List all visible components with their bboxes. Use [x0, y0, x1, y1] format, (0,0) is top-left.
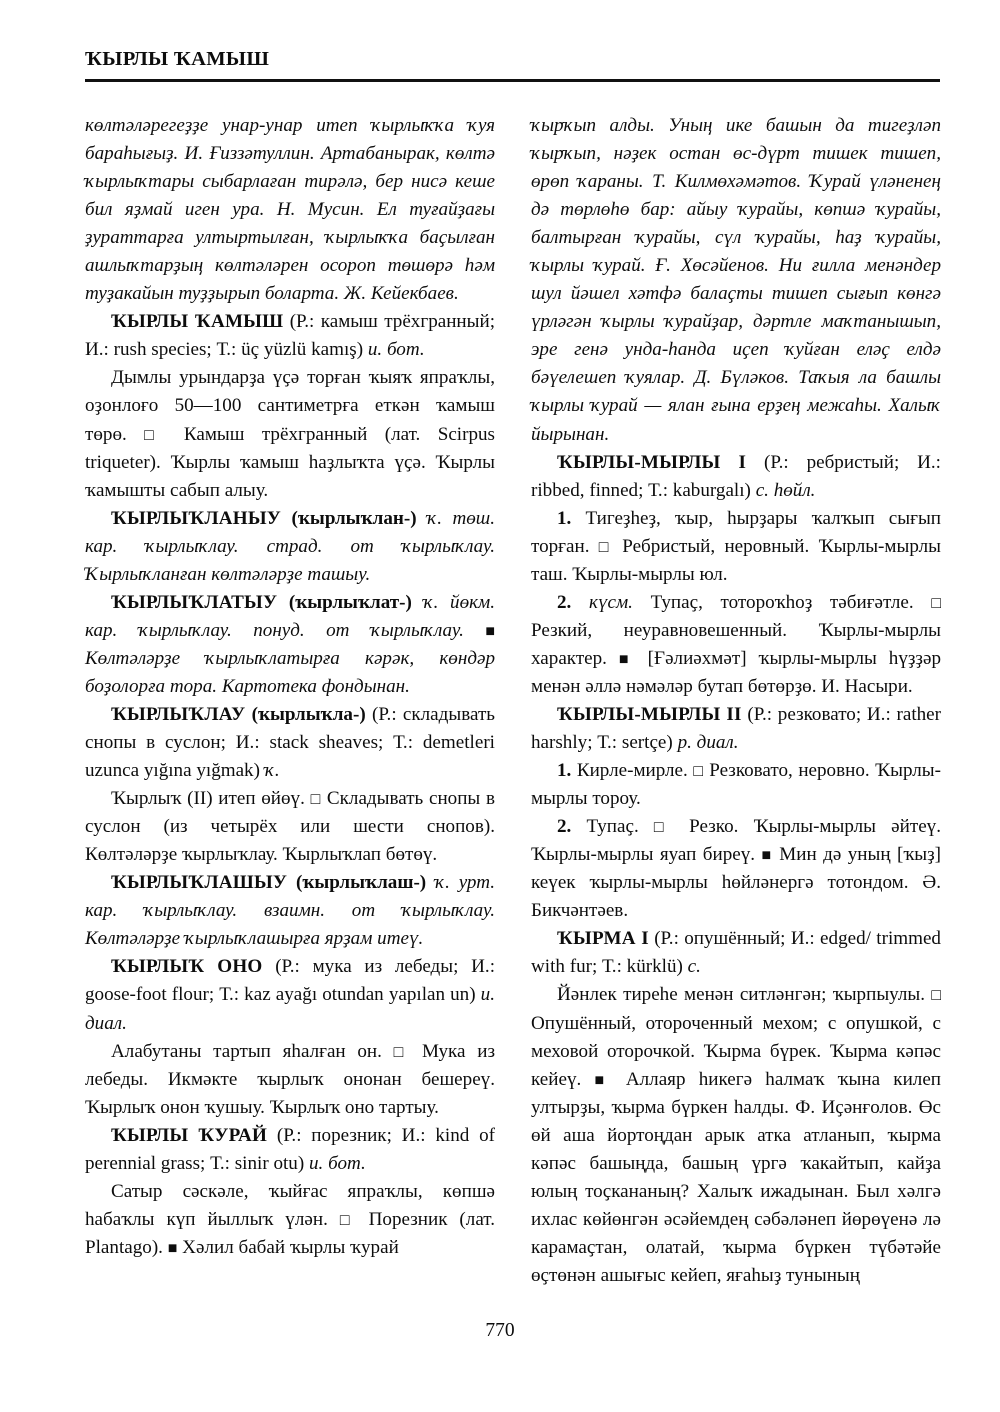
citation-marker-icon — [595, 1072, 613, 1089]
left-column — [85, 112, 495, 1292]
entry-headword: ҠЫРЛЫ ҠУРАЙ — [111, 1124, 268, 1146]
entry-body-text: Дымлы урындарҙа үҫә торған ҡыяҡ япраҡлы, оҙонлоғо 50—100 сантиметрға еткән ҡамыш төрө. □ Камыш трёхгранный (лат. Scirpus triqueter). Ҡырлы ҡамыш һаҙлыҡта үҫә. Ҡырлы ҡамышты сабып алыу. — [85, 367, 495, 500]
entry-gloss: (Р.: ребристый; И.: ribbed, finned; Т.: kaburgalı) — [531, 451, 941, 501]
sense-text: Тигеҙһеҙ, ҡыр, һырҙары ҡалҡып сығып торған. □ Ребристый, неровный. Ҡырлы-мырлы таш. Ҡырлы-мырлы юл. — [531, 508, 941, 585]
entry-grammar: ҡ. — [264, 760, 280, 782]
entry-example: Көлтәләрҙе ҡырлыҡлашырға ярҙам итеү. — [85, 928, 424, 950]
sense-text: Кирле-мирле. □ Резковато, неровно. Ҡырлы-мырлы тороу. — [531, 760, 941, 809]
entry-example: Ҡырлыҡланған көлтәләрҙе ташыу. — [85, 563, 371, 585]
entry-headword: ҠЫРЛЫҠЛАТЫУ — [111, 591, 278, 613]
dictionary-entry — [531, 925, 941, 981]
header-rule — [85, 79, 940, 82]
sense-text: Тупаҫ. □ Резко. Ҡырлы-мырлы әйтеү. Ҡырлы-мырлы яуап биреү. ■ Мин дә уның [ҡыҙ] кеүек ҡырлы-мырлы һөйләнергә тотондом. Ә. Бикчәнтәев. — [531, 816, 941, 921]
entry-grammar: ҡ. йөкм. кар. ҡырлыҡлау. понуд. от ҡырлыҡлау. — [85, 591, 496, 641]
continuation-paragraph — [85, 112, 495, 308]
sense-number: 1. — [557, 507, 572, 529]
entry-grammar: и. диал. — [85, 984, 495, 1034]
entry-body — [85, 1178, 495, 1262]
entry-body — [85, 1038, 495, 1122]
entry-gloss: (Р.: камыш трёхгранный; И.: rush species; Т.: üç yüzlü kamış) — [85, 311, 495, 361]
entry-grammar: и. бот. — [309, 1152, 366, 1174]
citation-marker-icon — [619, 651, 636, 668]
entry-body-text: Йәнлек тиреһе менән ситләнгән; ҡырпыулы. □ Опушённый, отороченный мехом; с опушкой, с меховой оторочкой. Ҡырма бүрек. Ҡырма кәпәс кейеү. ■ Аллаяр һикегә һалмаҡ ҡына килеп ултырҙы, ҡырма бүркен һалды. Ф. Иҫәнғолов. Өс өй аша йортоңдан арык атка атланып, ҡырма кәпәс башыңда, башың үргә ҡакайтып, кайҙа юлың тоҫкананың? Халыҡ ижадынан. Был хәлгә ихлас көйөнгән әсәйемдең сәбәләнеп йөрөүенә лә карамаҫтан, олатай, ҡырма бүркен түбәтәйе өҫтөнән ашығыс кейеп, яғаһыҙ тунының — [531, 984, 941, 1285]
entry-gloss: (Р.: резковато; И.: rather harshly; Т.: sertçe) — [531, 703, 942, 754]
definition-marker-icon — [394, 1044, 411, 1061]
right-column — [531, 112, 941, 1292]
entry-body-text: Алабутаны тартып яһалған он. □ Мука из лебеды. Икмәкте ҡырлыҡ ононан бешереү. Ҡырлыҡ онон ҡушыу. Ҡырлыҡ оно тартыу. — [85, 1041, 495, 1118]
text-columns — [85, 112, 941, 1292]
entry-body-text: Ҡырлыҡ (II) итеп өйөү. □ Складывать снопы в суслон (из четырёх или шести снопов). Көлтәләрҙе ҡырлыҡлау. Ҡырлыҡлап бөтөү. — [85, 788, 495, 865]
sense-number: 1. — [557, 760, 572, 782]
sense — [531, 505, 941, 589]
entry-body-text: Сатыр сәскәле, ҡыйғас япраҡлы, көпшә һабаҡлы күп йыллыҡ үлән. □ Порезник (лат. Plantago). ■ Хәлил бабай ҡырлы ҡурай — [85, 1181, 495, 1258]
running-head-title: ҠЫРЛЫ ҠАМЫШ — [85, 48, 270, 70]
entry-gloss: (Р.: опушённый; И.: edged/ trimmed with fur; Т.: kürklü) — [531, 928, 941, 978]
entry-grammar: ҡ. төш. кар. ҡырлыҡлау. страд. от ҡырлыҡлау. — [85, 507, 495, 557]
dictionary-entry — [531, 701, 941, 757]
entry-stem: (ҡырлыҡлан-) — [291, 507, 417, 529]
entry-headword: ҠЫРЛЫ-МЫРЛЫ I — [557, 451, 747, 473]
entry-citation: ■ Көлтәләрҙе ҡырлыҡлатырға кәрәк, көндәр боҙолорға тора. Картотека фондынан. — [85, 620, 495, 697]
entry-headword: ҠЫРЛЫҠЛАУ — [111, 703, 246, 725]
paragraph-text: көлтәләрегеҙҙе унар-унар итеп ҡырлыҡҡа ҡуя бараһығыҙ. И. Ғиззәтуллин. Артабанырак, көлтә ҡырлыҡтары сыбарлаған тирәлә, бер нисә кеше бил яҙмай иген ура. Н. Мусин. Ел туғайҙағы ҙураттарға ултыртылған, ҡырлыҡҡа баҫылған ашлыҡтарҙың көлтәләрен осороп төшөрә һәм туҙакайын туҙҙырып боларта. Ж. Кейекбаев. — [85, 115, 495, 305]
sense-number: 2. — [557, 591, 572, 613]
entry-gloss: (Р.: мука из лебеды; И.: goose-foot flour; Т.: kaz ayağı otundan yapılan un) — [85, 956, 495, 1006]
dictionary-entry — [85, 505, 495, 589]
definition-marker-icon — [340, 1212, 357, 1229]
entry-headword: ҠЫРЛЫҠЛАНЫУ — [111, 507, 281, 529]
entry-body — [531, 981, 941, 1290]
sense — [531, 757, 941, 813]
dictionary-entry — [85, 308, 495, 364]
entry-stem: (ҡырлыҡлаш-) — [295, 872, 427, 894]
entry-gloss: (Р.: складывать снопы в суслон; И.: stack sheaves; Т.: demetleri uzunca yığına yığmak) — [85, 703, 495, 782]
citation-marker-icon — [485, 623, 495, 640]
entry-headword: ҠЫРЛЫҠЛАШЫУ — [111, 872, 288, 894]
entry-grammar: с. — [687, 956, 701, 978]
entry-gloss: (Р.: порезник; И.: kind of perennial grass; Т.: sinir otu) — [85, 1124, 495, 1174]
definition-marker-icon — [654, 819, 674, 836]
definition-marker-icon — [599, 539, 613, 556]
dictionary-entry — [85, 953, 495, 1037]
dictionary-entry — [85, 869, 495, 953]
entry-grammar: и. бот. — [367, 339, 425, 361]
definition-marker-icon — [144, 427, 166, 444]
continuation-paragraph — [531, 112, 941, 449]
entry-body — [85, 785, 495, 869]
entry-headword: ҠЫРМА I — [557, 928, 649, 950]
sense — [531, 589, 941, 701]
entry-headword: ҠЫРЛЫ ҠАМЫШ — [111, 311, 284, 333]
entry-grammar: р. диал. — [677, 732, 739, 754]
dictionary-entry — [85, 701, 495, 785]
entry-headword: ҠЫРЛЫҠ ОНО — [111, 956, 263, 978]
sense-label: күсм. — [589, 591, 633, 613]
entry-headword: ҠЫРЛЫ-МЫРЛЫ II — [557, 703, 742, 725]
page-number: 770 — [485, 1320, 515, 1341]
entry-grammar: с. һөйл. — [755, 479, 816, 501]
dictionary-entry — [85, 589, 495, 701]
definition-marker-icon — [693, 763, 703, 780]
citation-marker-icon — [762, 847, 773, 864]
paragraph-text: ҡырҡып алды. Уның ике башын да тигеҙләп ҡырҡып, нәҙек остан өс-дүрт тишек тишеп, өрөп ҡараны. Т. Килмөхәмәтов. Ҡурай үләненең дә төрлөһө бар: айыу ҡурайы, көпшә ҡурайы, балтырған ҡурайы, сүл ҡурайы, һаҙ ҡурайы, ҡырлы ҡурай. Ғ. Хөсәйенов. Ни ғилла менәндер шул йәшел хәтфә балаҫты тишеп сығып көнгә үрләгән ҡырлы ҡурайҙар, дәртле маҡтанышып, эре генә унда-һанда иҫеп ҡуйған еләҫ елдә бәүелешеп ҡуялар. Д. Бүләков. Таҡыя ла башлы ҡырлы ҡурай — ялан ғына ерҙең межаһы. Халыҡ йырынан. — [531, 115, 941, 445]
entry-body — [85, 364, 495, 504]
sense-text: Тупаҫ, тотороҡһоҙ тәбиғәтле. □ Резкий, неуравновешенный. Ҡырлы-мырлы характер. ■ [Ғәлиәхмәт] ҡырлы-мырлы һүҙҙәр менән әллә нәмәләр бутап бөтөрҙө. И. Насыри. — [531, 592, 941, 697]
sense — [531, 813, 941, 925]
entry-stem: (ҡырлыҡлат-) — [288, 591, 412, 613]
citation-marker-icon — [168, 1240, 178, 1257]
entry-grammar: ҡ. урт. кар. ҡырлыҡлау. взаимн. от ҡырлыҡлау. — [85, 872, 496, 922]
dictionary-entry — [531, 449, 941, 505]
definition-marker-icon — [311, 791, 322, 808]
dictionary-entry — [85, 1122, 495, 1178]
entry-stem: (ҡырлыҡла-) — [251, 703, 366, 725]
sense-number: 2. — [557, 816, 572, 838]
definition-marker-icon — [931, 987, 941, 1004]
definition-marker-icon — [931, 595, 941, 612]
running-head — [85, 48, 940, 82]
